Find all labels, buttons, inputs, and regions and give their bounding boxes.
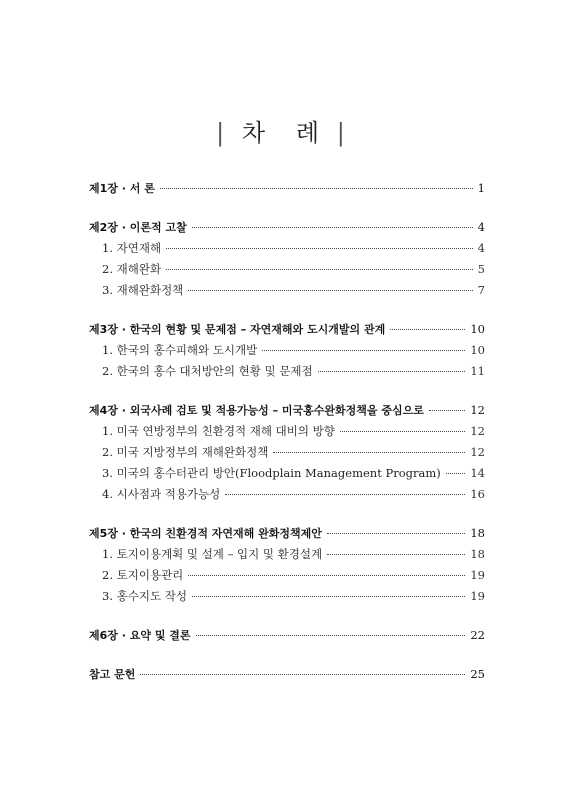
- toc-section-entry-label: 2. 한국의 홍수 대처방안의 현황 및 문제점: [102, 364, 313, 378]
- dot-leader: [192, 596, 465, 597]
- section-gap: [89, 507, 485, 525]
- section-gap: [89, 609, 485, 627]
- dot-leader: [327, 554, 465, 555]
- toc-chapter-entry-page-number: 18: [470, 526, 485, 540]
- toc-chapter-entry[interactable]: [89, 219, 485, 240]
- dot-leader: [390, 329, 465, 330]
- dot-leader: [225, 494, 465, 495]
- toc-chapter-entry-page-number: 1: [477, 181, 485, 195]
- toc-section-entry-label: 3. 홍수지도 작성: [102, 589, 187, 603]
- toc-section-entry-page-number: 11: [470, 364, 485, 378]
- toc-chapter-entry-page-number: 22: [470, 628, 485, 642]
- toc-section-entry[interactable]: [89, 588, 485, 609]
- toc-chapter-entry[interactable]: [89, 180, 485, 201]
- toc-section-entry[interactable]: [89, 363, 485, 384]
- dot-leader: [196, 635, 466, 636]
- dot-leader: [192, 227, 473, 228]
- toc-section-entry-page-number: 16: [470, 487, 485, 501]
- title-text: 차 례: [241, 119, 322, 147]
- section-gap: [89, 303, 485, 321]
- dot-leader: [318, 371, 466, 372]
- title-left-bar: |: [216, 119, 227, 147]
- dot-leader: [327, 533, 465, 534]
- toc-section-entry[interactable]: [89, 423, 485, 444]
- toc-chapter-entry[interactable]: [89, 666, 485, 687]
- toc-section-entry[interactable]: [89, 444, 485, 465]
- toc-chapter-entry-label: 제6장 · 요약 및 결론: [89, 629, 191, 642]
- toc-chapter-entry-label: 제1장 · 서 론: [89, 182, 155, 195]
- toc-chapter-entry-page-number: 4: [477, 220, 485, 234]
- toc-section-entry-label: 1. 한국의 홍수피해와 도시개발: [102, 343, 258, 357]
- toc-chapter-entry[interactable]: [89, 402, 485, 423]
- toc-section-entry[interactable]: [89, 546, 485, 567]
- dot-leader: [446, 473, 466, 474]
- toc-section-entry-label: 1. 미국 연방정부의 친환경적 재해 대비의 방향: [102, 424, 335, 438]
- toc-section-entry-label: 1. 자연재해: [102, 241, 162, 255]
- toc-chapter-entry-page-number: 25: [470, 667, 485, 681]
- toc-section-entry-page-number: 12: [470, 424, 485, 438]
- toc-section-entry-page-number: 14: [470, 466, 485, 480]
- toc-chapter-entry-page-number: 10: [470, 322, 485, 336]
- section-gap: [89, 648, 485, 666]
- toc-chapter-entry-label: 제5장 · 한국의 친환경적 자연재해 완화정책제안: [89, 527, 322, 540]
- toc-section-entry[interactable]: [89, 240, 485, 261]
- toc-section-entry-label: 4. 시사점과 적용가능성: [102, 487, 221, 501]
- toc-title: [0, 113, 563, 148]
- toc-section-entry[interactable]: [89, 567, 485, 588]
- toc-section-entry-label: 2. 토지이용관리: [102, 568, 184, 582]
- toc-section-entry-page-number: 4: [477, 241, 485, 255]
- dot-leader: [429, 410, 465, 411]
- toc-section-entry[interactable]: [89, 261, 485, 282]
- dot-leader: [188, 575, 465, 576]
- dot-leader: [262, 350, 465, 351]
- dot-leader: [166, 248, 473, 249]
- dot-leader: [188, 290, 472, 291]
- toc-section-entry-label: 3. 미국의 홍수터관리 방안(Floodplain Management Program): [102, 466, 441, 480]
- dot-leader: [140, 674, 465, 675]
- toc-section-entry-page-number: 19: [470, 568, 485, 582]
- toc-section-entry-page-number: 10: [470, 343, 485, 357]
- toc-section-entry-page-number: 19: [470, 589, 485, 603]
- toc-section-entry[interactable]: [89, 465, 485, 486]
- table-of-contents: [89, 180, 485, 687]
- toc-section-entry-page-number: 5: [477, 262, 485, 276]
- dot-leader: [166, 269, 473, 270]
- dot-leader: [340, 431, 465, 432]
- section-gap: [89, 384, 485, 402]
- toc-section-entry-page-number: 18: [470, 547, 485, 561]
- toc-chapter-entry-page-number: 12: [470, 403, 485, 417]
- toc-chapter-entry-label: 제3장 · 한국의 현황 및 문제점 – 자연재해와 도시개발의 관계: [89, 323, 386, 336]
- toc-chapter-entry-label: 제2장 · 이론적 고찰: [89, 221, 187, 234]
- toc-section-entry[interactable]: [89, 342, 485, 363]
- toc-section-entry-label: 2. 재해완화: [102, 262, 162, 276]
- toc-chapter-entry[interactable]: [89, 525, 485, 546]
- toc-section-entry-label: 3. 재해완화정책: [102, 283, 184, 297]
- dot-leader: [160, 188, 473, 189]
- toc-chapter-entry-label: 제4장 · 외국사례 검토 및 적용가능성 – 미국홍수완화정책을 중심으로: [89, 404, 424, 417]
- toc-section-entry-page-number: 7: [477, 283, 485, 297]
- dot-leader: [273, 452, 465, 453]
- toc-section-entry[interactable]: [89, 282, 485, 303]
- toc-section-entry-page-number: 12: [470, 445, 485, 459]
- toc-section-entry-label: 1. 토지이용계획 및 설계 – 입지 및 환경설계: [102, 547, 323, 561]
- toc-section-entry-label: 2. 미국 지방정부의 재해완화정책: [102, 445, 269, 459]
- toc-chapter-entry-label: 참고 문헌: [89, 668, 136, 681]
- toc-chapter-entry[interactable]: [89, 321, 485, 342]
- toc-chapter-entry[interactable]: [89, 627, 485, 648]
- section-gap: [89, 201, 485, 219]
- title-right-bar: |: [336, 119, 347, 147]
- toc-section-entry[interactable]: [89, 486, 485, 507]
